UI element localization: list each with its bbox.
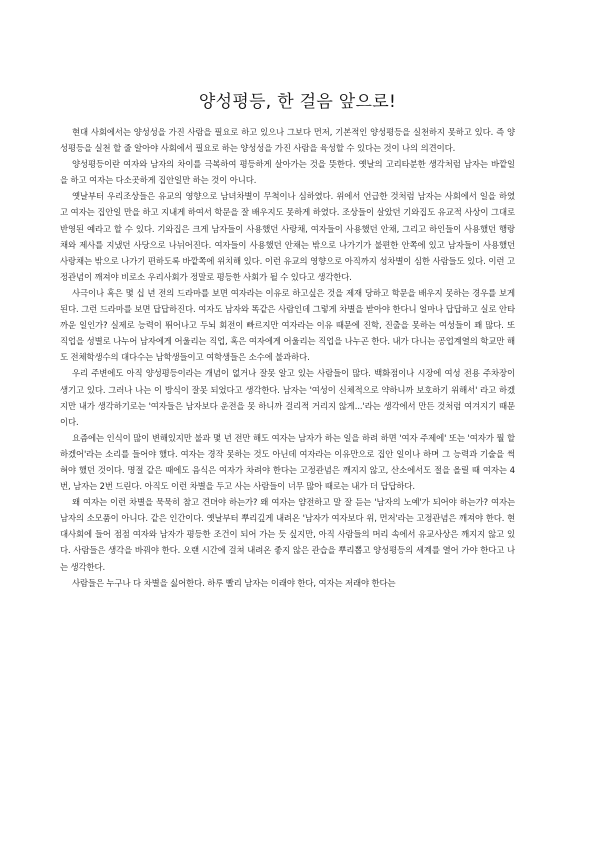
document-title: 양성평등, 한 걸음 앞으로! (198, 92, 397, 112)
paragraph-parking-example: 우리 주변에도 아직 양성평등이라는 개념이 없거나 잘못 알고 있는 사람들이 많다. 백화점이나 시장에 여성 전용 주차장이 생기고 있다. 그러나 나는 이 방식이 잘못 되었다고 생각한다. 남자는 '여성이 신체적으로 약하니까 보호하기 위해서' 라고 하겠지만 내가 생각하기로는 '여자들은 남자보다 운전을 못 하니까 걸리적 거리지 않게...'라는 생각에서 만든 것처럼 여겨지기 때문이다. (60, 368, 515, 427)
paragraph-definition: 양성평등이란 여자와 남자의 차이를 극복하여 평등하게 살아가는 것을 뜻한다. 옛날의 고리타분한 생각처럼 남자는 바깥일을 하고 여자는 다소곳하게 집안일만 하는 것이 아니다. (60, 159, 515, 186)
paragraph-intro: 현대 사회에서는 양성성을 가진 사람을 필요로 하고 있으나 그보다 먼저, 기본적인 양성평등을 실천하지 못하고 있다. 즉 양성평등을 실천 할 줄 알아야 사회에서 필요로 하는 양성성을 가진 사람을 육성할 수 있다는 것이 나의 의견이다. (60, 127, 515, 154)
paragraph-drama-examples: 사극이나 혹은 몇 십 년 전의 드라마를 보면 여자라는 이유로 하고싶은 것을 제재 당하고 학문을 배우지 못하는 경우를 보게 된다. 그런 드라마를 보면 답답하진다. 여자도 남자와 똑같은 사람인데 그렇게 차별을 받아야 한다니 얼마나 답답하고 실로 안타까운 일인가? 실제로 능력이 뛰어나고 두뇌 회전이 빠르지만 여자라는 이유 때문에 진학, 진출을 못하는 여성들이 꽤 많다. 또 직업을 성별로 나누어 남자에게 어울리는 직업, 혹은 여자에게 어울리는 직업을 나누곤 한다. 내가 다니는 공업계열의 학교만 해도 전체학생수의 대다수는 남학생들이고 여학생들은 소수에 불과하다. (60, 287, 515, 363)
paragraph-recent-changes: 요즘에는 인식이 많이 변해있지만 불과 몇 년 전만 해도 여자는 남자가 하는 일을 하려 하면 '여자 주제에' 또는 '여자가 뭘 할 하겠어'라는 소리를 들어야 했다. 여자는 경작 못하는 것도 아닌데 여자라는 이유만으로 집안 일이나 하며 그 능력과 기술을 썩혀야 했던 것이다. 명절 같은 때에도 음식은 여자가 차려야 한다는 고정관념은 깨지지 않고, 산소에서도 절을 올릴 때 여자는 4번, 남자는 2번 드린다. 아직도 이런 차별을 두고 사는 사람들이 너무 많아 때로는 내가 더 답답하다. (60, 432, 515, 492)
paragraph-closing: 사람들은 누구나 다 차별을 싫어한다. 하루 빨리 남자는 이래야 한다, 여자는 저래야 한다는 (72, 577, 396, 588)
document-body (60, 124, 515, 591)
paragraph-call-to-change: 왜 여자는 이런 차별을 묵묵히 참고 견뎌야 하는가? 왜 여자는 얌전하고 말 잘 듣는 '남자의 노예'가 되어야 하는가? 여자는 남자의 소모품이 아니다. 같은 인간이다. 옛날부터 뿌리깊게 내려온 '남자가 여자보다 위, 먼저'라는 고정관념은 깨져야 한다. 현대사회에 들어 점점 여자와 남자가 평등한 조건이 되어 가는 듯 싶지만, 아직 사람들의 머리 속에서 유교사상은 깨지지 않고 있다. 사람들은 생각을 바꿔야 한다. 오랜 시간에 걸쳐 내려온 좋지 않은 관습을 뿌리뽑고 양성평등의 세계를 열어 가야 한다고 나는 생각한다. (60, 497, 515, 572)
paragraph-confucian-history: 옛날부터 우리조상들은 유교의 영향으로 남녀차별이 무척이나 심하였다. 위에서 언급한 것처럼 남자는 사회에서 일을 하였고 여자는 집안일 만을 하고 지내게 하여서 학문을 잘 배우지도 못하게 하였다. 조상들이 살았던 기와집도 유교적 사상이 그대로 반영된 예라고 할 수 있다. 기와집은 크게 남자들이 사용했던 사랑채, 여자들이 사용했던 안채, 그리고 하인들이 사용했던 행랑채와 제사를 지냈던 사당으로 나뉘어진다. 여자들이 사용했던 안채는 밖으로 나가기가 불편한 안쪽에 있고 남자들이 사용했던 사랑채는 밖으로 나가기 편하도록 바깥쪽에 위치해 있다. 이런 유교의 영향으로 아직까지 성차별이 심한 사람들도 있다. 이런 고정관념이 깨져야 비로소 우리사회가 정말로 평등한 사회가 될 수 있다고 생각한다. (60, 191, 515, 282)
